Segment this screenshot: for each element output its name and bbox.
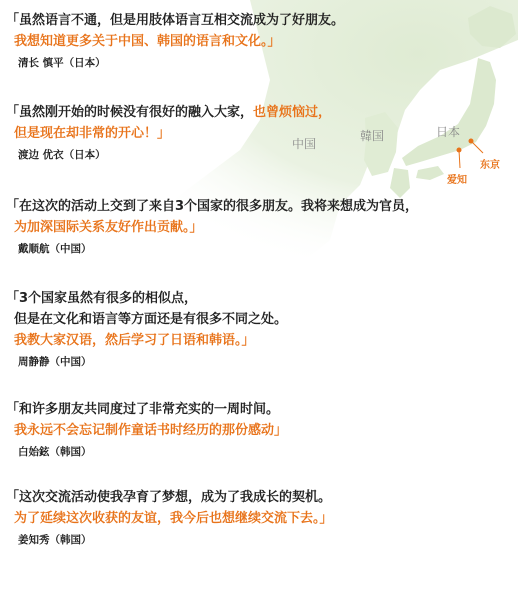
shikoku-shape [416,166,444,180]
quote-text: 「虽然刚开始的时候没有很好的融入大家， [6,105,254,120]
quote-author: 姜知秀（韩国） [18,534,92,546]
quote-line: 但是在文化和语言等方面还是有很多不同之处。 [14,312,288,327]
map-label-china: 中国 [292,137,317,151]
map-label-korea: 韓国 [360,129,385,143]
quote-line-highlight: 我想知道更多关于中国、韩国的语言和文化。」 [14,34,281,49]
kyushu-shape [390,168,410,198]
quote-line-highlight: 我永远不会忘记制作童话书时经历的那份感动」 [14,423,288,438]
quote-line: 「这次交流活动使我孕育了梦想，成为了我成长的契机。 [6,490,332,505]
quote-line-highlight: 为加深国际关系友好作出贡献。」 [14,220,203,235]
quote-line-highlight: 但是现在却非常的开心！」 [14,126,171,141]
quote-text-highlight: 也曾烦恼过， [253,105,332,120]
quote-line-highlight: 我教大家汉语，然后学习了日语和韩语。」 [14,333,255,348]
quote-1 [6,10,506,71]
quote-author: 戴顺航（中国） [18,243,92,255]
quote-author: 渡边 优衣（日本） [18,149,106,161]
map-label-tokyo: 东京 [480,160,500,171]
quote-author: 清长 慎平（日本） [18,57,106,69]
quote-line: 「3个国家虽然有很多的相似点， [6,291,198,306]
quote-line-highlight: 为了延续这次收获的友谊，我今后也想继续交流下去。」 [14,511,333,526]
quote-author: 白始鉉（韩国） [18,446,92,458]
map-label-aichi: 爱知 [447,175,467,186]
quote-line: 「和许多朋友共同度过了非常充实的一周时间。 [6,402,280,417]
quote-line [6,102,506,123]
quote-line: 「在这次的活动上交到了来自3个国家的很多朋友。我将来想成为官员， [6,199,419,214]
quote-6 [6,487,506,548]
quote-2 [6,102,506,163]
map-label-japan: 日本 [436,125,461,139]
quote-5 [6,399,506,460]
quote-4 [6,288,506,370]
quote-3 [6,196,506,257]
quote-author: 周静静（中国） [18,356,92,368]
quote-line: 「虽然语言不通，但是用肢体语言互相交流成为了好朋友。 [6,13,345,28]
